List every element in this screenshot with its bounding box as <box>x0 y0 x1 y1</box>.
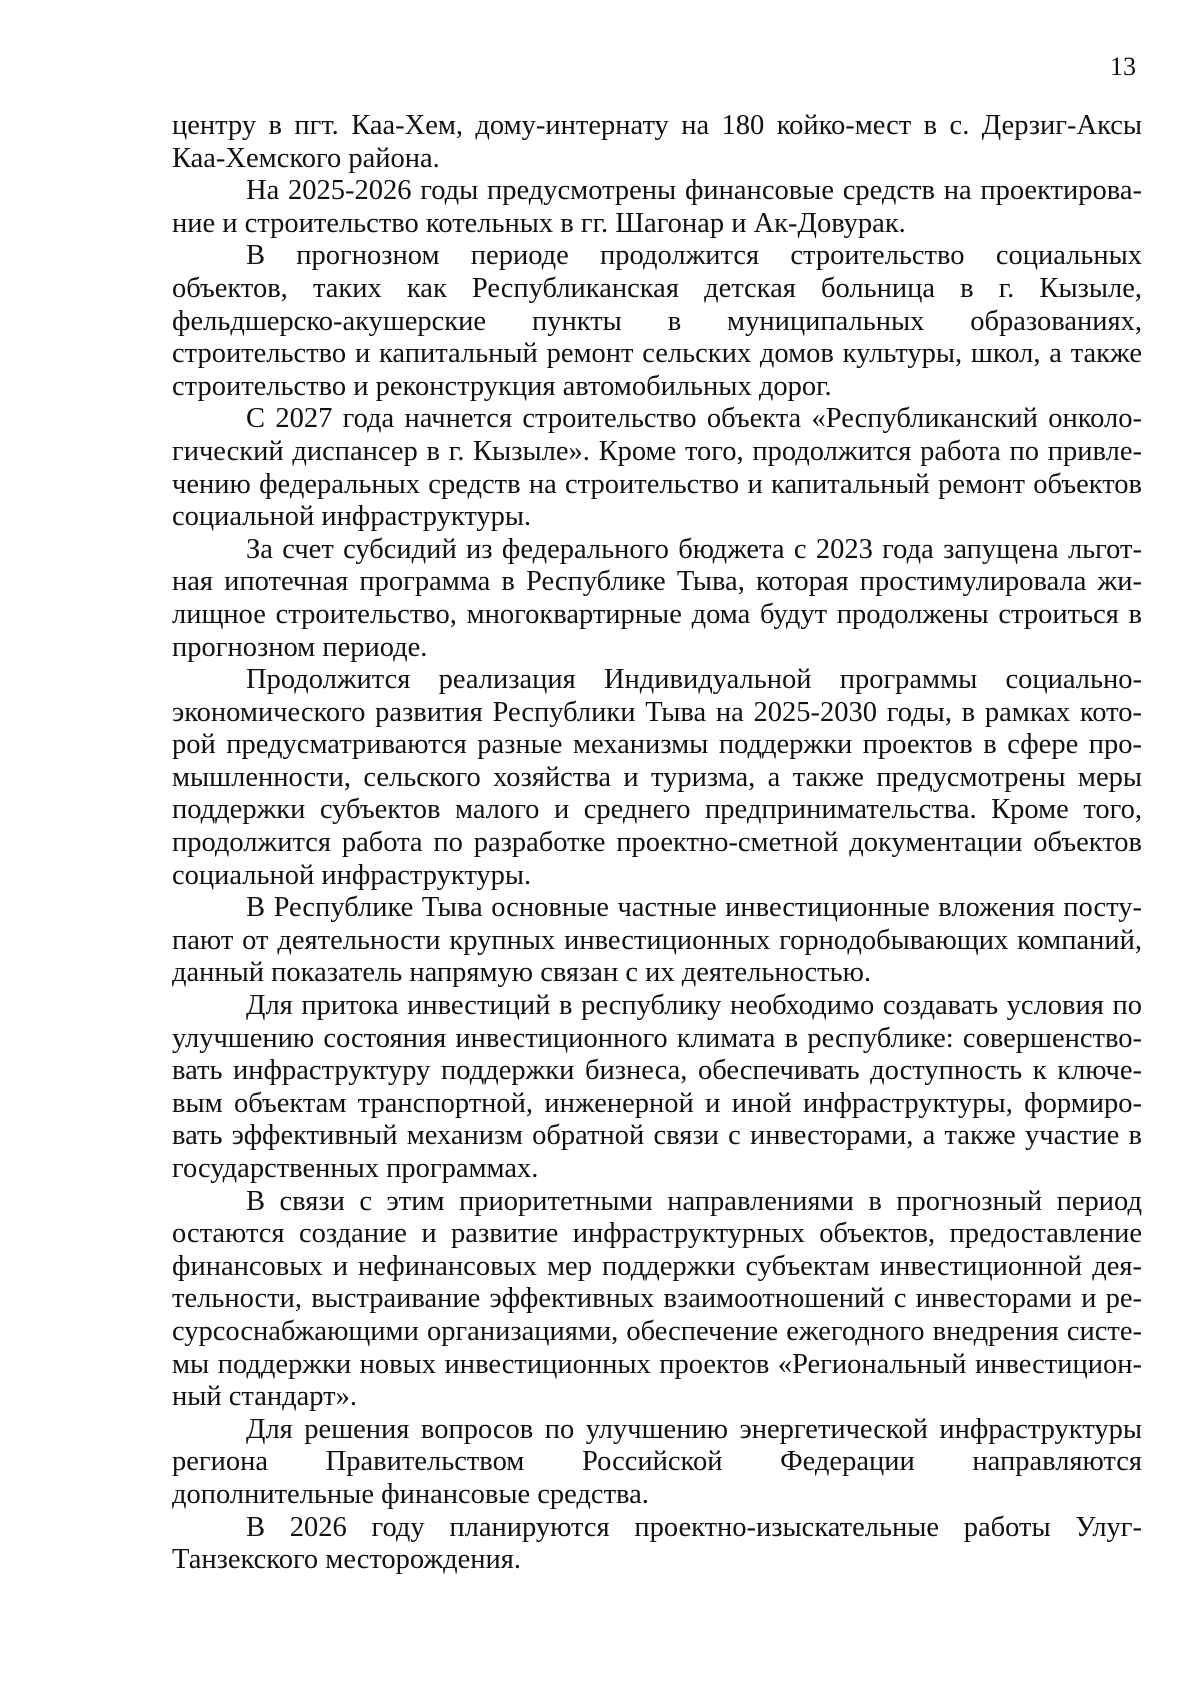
paragraph-5: За счет субсидий из федерального бюджета с 2023 года запущена льготная ипотечная программа в Республике Тыва, которая простимулировала жилищное строительство, многоквартирные дома будут продолжены строиться в прогнозном периоде. <box>172 533 1142 663</box>
paragraph-8: Для притока инвестиций в республику необходимо создавать условия по улучшению состояния инвестиционного климата в республике: совершенствовать инфраструктуру поддержки бизнеса, обеспечивать доступность к ключевым объектам транспортной, инженерной и иной инфраструктуры, формировать эффективный механизм обратной связи с инвесторами, а также участие в государственных программах. <box>172 990 1142 1184</box>
paragraph-10: Для решения вопросов по улучшению энергетической инфраструктуры региона Правительством Российской Федерации направляются дополнительные финансовые средства. <box>172 1413 1142 1510</box>
paragraph-7: В Республике Тыва основные частные инвестиционные вложения поступают от деятельности крупных инвестиционных горнодобывающих компаний, данный показатель напрямую связан с их деятельностью. <box>172 892 1142 989</box>
paragraph-9: В связи с этим приоритетными направлениями в прогнозный период остаются создание и развитие инфраструктурных объектов, предоставление финансовых и нефинансовых мер поддержки субъектам инвестиционной деятельности, выстраивание эффективных взаимоотношений с инвесторами и ресурсоснабжающими организациями, обеспечение ежегодного внедрения системы поддержки новых инвестиционных проектов «Региональный инвестиционный стандарт». <box>172 1185 1142 1413</box>
paragraph-6: Продолжится реализация Индивидуальной программы социально-экономического развития Республики Тыва на 2025-2030 годы, в рамках которой предусматриваются разные механизмы поддержки проектов в сфере промышленности, сельского хозяйства и туризма, а также предусмотрены меры поддержки субъектов малого и среднего предпринимательства. Кроме того, продолжится работа по разработке проектно-сметной документации объектов социальной инфраструктуры. <box>172 664 1142 891</box>
page-number: 13 <box>1110 52 1136 81</box>
document-body <box>172 110 1142 1577</box>
paragraph-4: С 2027 года начнется строительство объекта «Республиканский онкологический диспансер в г. Кызыле». Кроме того, продолжится работа по привлечению федеральных средств на строительство и капитальный ремонт объектов социальной инфраструктуры. <box>172 403 1142 533</box>
paragraph-1: центру в пгт. Каа-Хем, дому-интернату на 180 койко-мест в с. Дерзиг-Аксы Каа-Хемского района. <box>172 110 1142 174</box>
paragraph-3: В прогнозном периоде продолжится строительство социальных объектов, таких как Республиканская детская больница в г. Кызыле, фельдшерско-акушерские пункты в муниципальных образованиях, строительство и капитальный ремонт сельских домов культуры, школ, а также строительство и реконструкция автомобильных дорог. <box>172 240 1142 402</box>
paragraph-11: В 2026 году планируются проектно-изыскательные работы Улуг-Танзекского месторождения. <box>172 1511 1142 1576</box>
paragraph-2: На 2025-2026 годы предусмотрены финансовые средств на проектирование и строительство котельных в гг. Шагонар и Ак-Довурак. <box>172 175 1142 239</box>
